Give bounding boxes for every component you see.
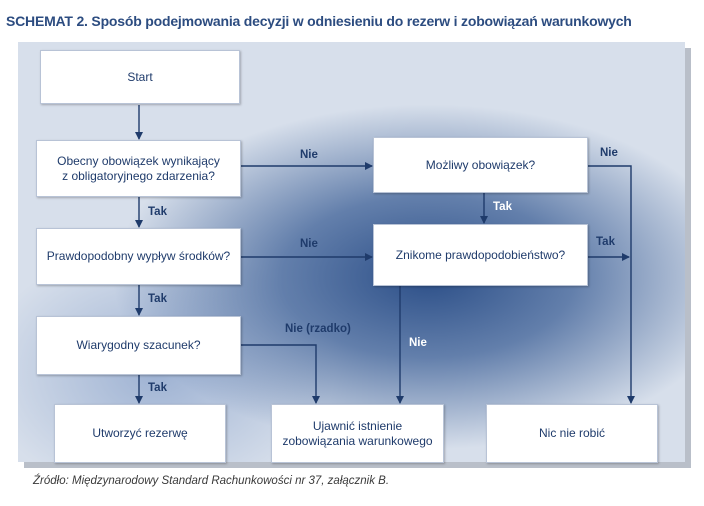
edge-label-tak-znikome: Tak <box>596 236 615 248</box>
source-note: Źródło: Międzynarodowy Standard Rachunkowości nr 37, załącznik B. <box>33 475 390 487</box>
edge-label-nie-znikome: Nie <box>409 337 427 349</box>
edge-label-nie-rzadko: Nie (rzadko) <box>285 323 351 335</box>
edge-label-tak-mozliwy: Tak <box>493 201 512 213</box>
node-ujawnic-zobowiazanie: Ujawnić istnienie zobowiązania warunkowego <box>271 404 444 463</box>
arrow-mozliwy-to-nic <box>588 166 631 403</box>
edge-label-tak-2: Tak <box>148 293 167 305</box>
node-obecny-obowiazek: Obecny obowiązek wynikający z obligatoryjnego zdarzenia? <box>36 140 241 197</box>
page-title: SCHEMAT 2. Sposób podejmowania decyzji w odniesieniu do rezerw i zobowiązań warunkowych <box>6 13 632 29</box>
node-mozliwy-obowiazek: Możliwy obowiązek? <box>373 137 588 193</box>
node-nic-nie-robic: Nic nie robić <box>486 404 658 463</box>
edge-label-tak-3: Tak <box>148 382 167 394</box>
edge-label-nie-mozliwy: Nie <box>600 147 618 159</box>
edge-label-nie-obecny: Nie <box>300 149 318 161</box>
node-wiarygodny-szacunek: Wiarygodny szacunek? <box>36 316 241 375</box>
node-start: Start <box>40 50 240 104</box>
node-znikome-prawdopodobienstwo: Znikome prawdopodobieństwo? <box>373 224 588 286</box>
arrow-wiarygodny-to-ujawnic <box>241 345 316 403</box>
node-utworzyc-rezerwe: Utworzyć rezerwę <box>54 404 226 463</box>
edge-label-nie-prawdopodobny: Nie <box>300 238 318 250</box>
edge-label-tak-1: Tak <box>148 206 167 218</box>
node-prawdopodobny-wyplyw: Prawdopodobny wypływ środków? <box>36 228 241 285</box>
